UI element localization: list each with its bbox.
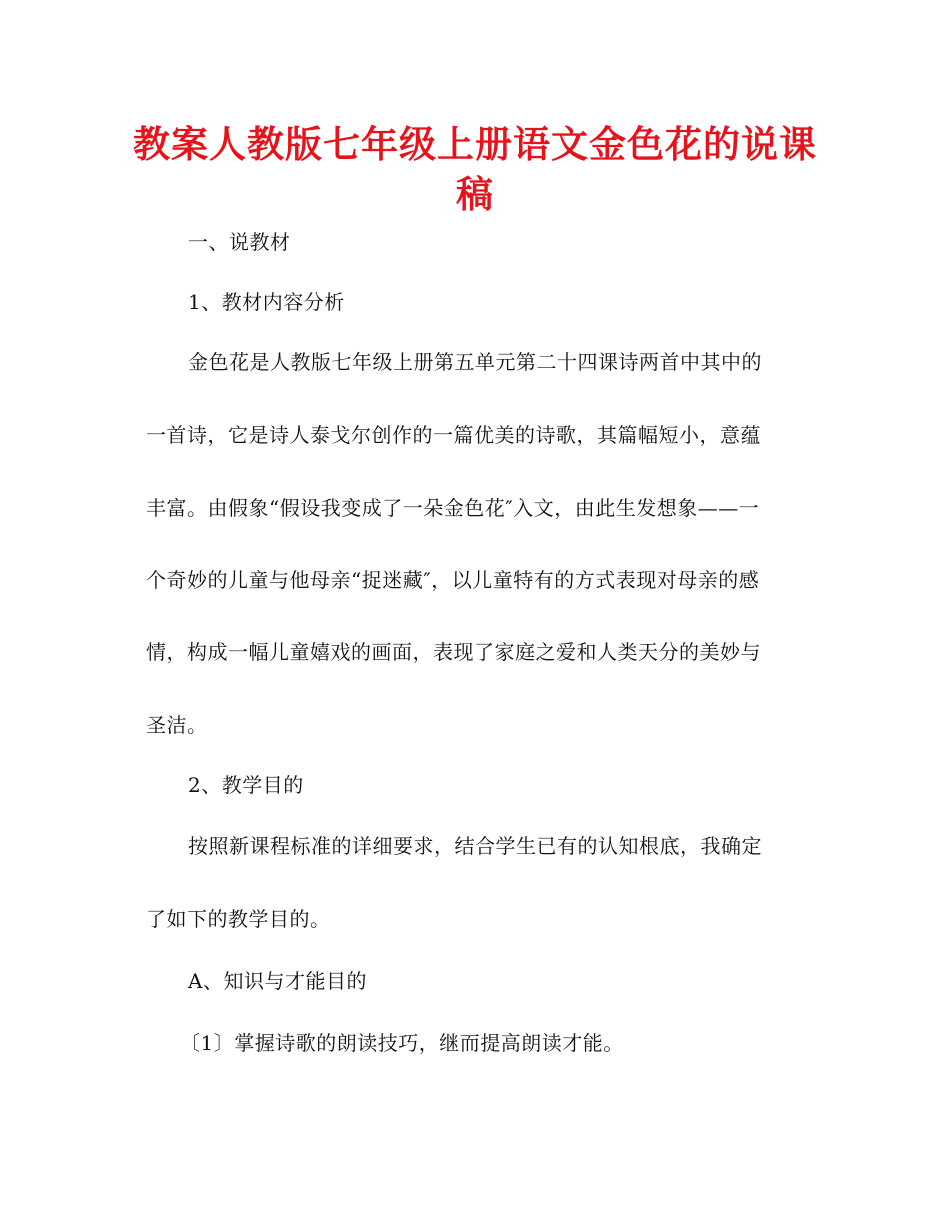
paragraph-line: 丰富。由假象“假设我变成了一朵金色花″入文，由此生发想象——一: [146, 496, 760, 520]
paragraph-line: 按照新课程标准的详细要求，结合学生已有的认知根底，我确定: [188, 834, 762, 858]
paragraph-line: 圣洁。: [146, 713, 208, 737]
paragraph-line: 一首诗，它是诗人泰戈尔创作的一篇优美的诗歌，其篇幅短小，意蕴: [146, 423, 761, 447]
paragraph-line: 情，构成一幅儿童嬉戏的画面，表现了家庭之爱和人类天分的美妙与: [146, 640, 761, 664]
list-item: 〔1〕掌握诗歌的朗读技巧，继而提高朗读才能。: [180, 1031, 624, 1055]
section-heading-teaching-material: 一、说教材: [188, 230, 291, 254]
paragraph-line: 金色花是人教版七年级上册第五单元第二十四课诗两首中其中的: [188, 350, 762, 374]
subsection-heading-knowledge-goals: A、知识与才能目的: [188, 969, 367, 993]
subsection-heading-content-analysis: 1、教材内容分析: [188, 290, 345, 314]
paragraph-line: 个奇妙的儿童与他母亲“捉迷藏″，以儿童特有的方式表现对母亲的感: [146, 568, 760, 592]
paragraph-line: 了如下的教学目的。: [146, 907, 331, 931]
subsection-heading-teaching-goals: 2、教学目的: [188, 773, 304, 797]
document-title: 教案人教版七年级上册语文金色花的说课稿: [133, 123, 817, 216]
